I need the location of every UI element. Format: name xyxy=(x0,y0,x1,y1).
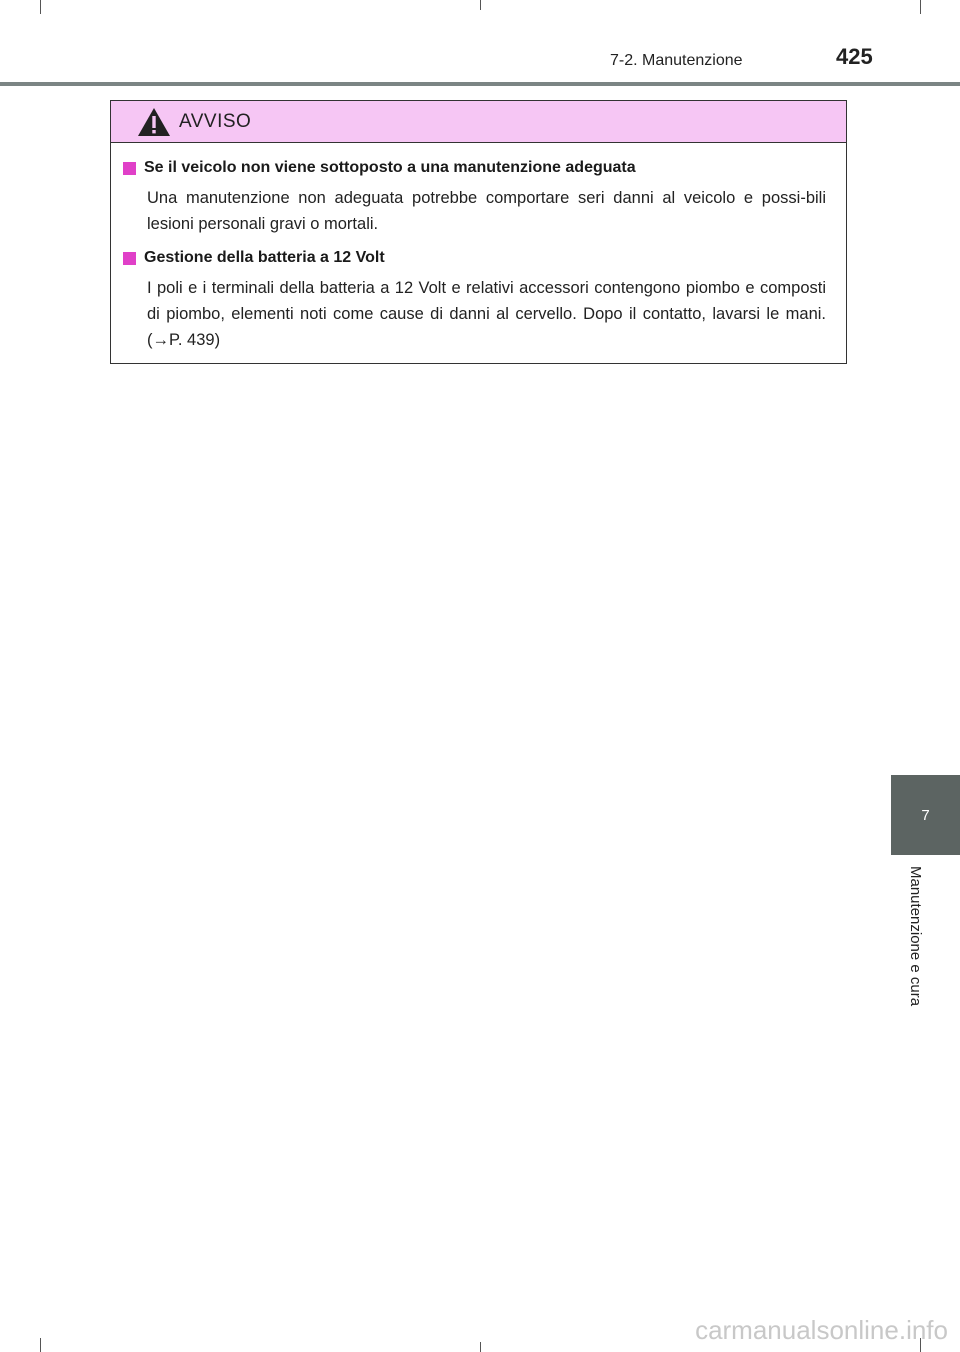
chapter-tab xyxy=(891,775,960,855)
crop-mark xyxy=(480,0,481,10)
chapter-label: Manutenzione e cura xyxy=(907,866,924,1007)
warning-item-heading-text: Se il veicolo non viene sottoposto a una manutenzione adeguata xyxy=(144,159,636,176)
warning-box xyxy=(110,100,847,364)
warning-item-text: Una manutenzione non adeguata potrebbe comportare seri danni al veicolo e possi-bili lesioni personali gravi o mortali. xyxy=(147,189,826,233)
square-bullet-icon xyxy=(123,252,136,265)
warning-item-heading xyxy=(123,157,826,179)
warning-item-heading-text: Gestione della batteria a 12 Volt xyxy=(144,249,385,266)
chapter-number: 7 xyxy=(921,806,930,824)
square-bullet-icon xyxy=(123,162,136,175)
header-rule xyxy=(0,82,960,86)
page-number: 425 xyxy=(836,44,873,69)
crop-mark xyxy=(40,1338,41,1352)
warning-triangle-icon xyxy=(137,107,171,137)
section-title: 7-2. Manutenzione xyxy=(610,52,743,69)
warning-header xyxy=(111,101,846,143)
crop-mark xyxy=(40,0,41,14)
watermark: carmanualsonline.info xyxy=(695,1315,948,1345)
warning-body xyxy=(111,143,846,353)
crop-mark xyxy=(480,1342,481,1352)
warning-item-heading xyxy=(123,247,826,269)
crop-mark xyxy=(920,0,921,14)
warning-item-text: I poli e i terminali della batteria a 12 Volt e relativi accessori contengono piombo e composti di piombo, elementi noti come cause di danni al cervello. Dopo il contatto, lavarsi le mani. (→P. 439) xyxy=(147,279,826,349)
warning-title: AVVISO xyxy=(179,110,252,132)
